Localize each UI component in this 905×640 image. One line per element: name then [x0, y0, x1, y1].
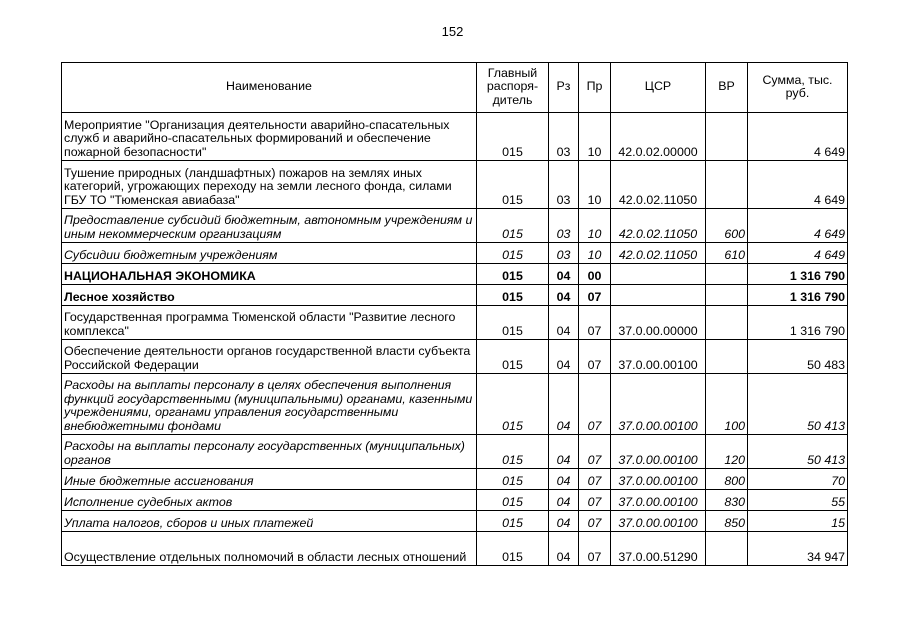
cell-target-article: 37.0.00.00100: [611, 490, 706, 511]
header-section: Рз: [549, 63, 579, 113]
cell-amount: 50 413: [748, 435, 848, 469]
cell-amount: 1 316 790: [748, 264, 848, 285]
cell-target-article: 37.0.00.00000: [611, 306, 706, 340]
cell-amount: 50 413: [748, 374, 848, 435]
cell-section: 04: [549, 285, 579, 306]
cell-section: 04: [549, 435, 579, 469]
cell-chief-administrator: 015: [477, 113, 549, 161]
cell-subsection: 07: [579, 306, 611, 340]
table-row: [62, 285, 848, 306]
cell-subsection: 07: [579, 532, 611, 566]
header-target-article: ЦСР: [611, 63, 706, 113]
cell-name: Иные бюджетные ассигнования: [62, 469, 477, 490]
cell-chief-administrator: 015: [477, 490, 549, 511]
cell-chief-administrator: 015: [477, 511, 549, 532]
cell-amount: 1 316 790: [748, 306, 848, 340]
cell-amount: 1 316 790: [748, 285, 848, 306]
cell-section: 03: [549, 113, 579, 161]
cell-target-article: 37.0.00.00100: [611, 469, 706, 490]
cell-subsection: 07: [579, 511, 611, 532]
cell-chief-administrator: 015: [477, 435, 549, 469]
cell-amount: 4 649: [748, 209, 848, 243]
cell-expense-type: [706, 306, 748, 340]
header-chief-administrator: Главный распоря-дитель: [477, 63, 549, 113]
cell-amount: 55: [748, 490, 848, 511]
cell-subsection: 07: [579, 285, 611, 306]
table-row: [62, 306, 848, 340]
cell-amount: 4 649: [748, 243, 848, 264]
cell-chief-administrator: 015: [477, 532, 549, 566]
cell-chief-administrator: 015: [477, 285, 549, 306]
cell-target-article: 42.0.02.11050: [611, 209, 706, 243]
table-body: [62, 113, 848, 566]
cell-name: Предоставление субсидий бюджетным, автономным учреждениям и иным некоммерческим организациям: [62, 209, 477, 243]
header-subsection: Пр: [579, 63, 611, 113]
table-row: [62, 209, 848, 243]
cell-subsection: 10: [579, 209, 611, 243]
cell-target-article: 37.0.00.00100: [611, 435, 706, 469]
cell-chief-administrator: 015: [477, 161, 549, 209]
cell-expense-type: 600: [706, 209, 748, 243]
table-row: [62, 511, 848, 532]
table-row: [62, 490, 848, 511]
cell-expense-type: [706, 264, 748, 285]
cell-chief-administrator: 015: [477, 340, 549, 374]
cell-name: Государственная программа Тюменской области "Развитие лесного комплекса": [62, 306, 477, 340]
cell-expense-type: 800: [706, 469, 748, 490]
table-row: [62, 374, 848, 435]
cell-chief-administrator: 015: [477, 264, 549, 285]
cell-name: Тушение природных (ландшафтных) пожаров на землях иных категорий, угрожающих переходу на земли лесного фонда, силами ГБУ ТО "Тюменская авиабаза": [62, 161, 477, 209]
cell-target-article: 37.0.00.00100: [611, 340, 706, 374]
cell-section: 04: [549, 532, 579, 566]
cell-section: 04: [549, 374, 579, 435]
header-amount: Сумма, тыс. руб.: [748, 63, 848, 113]
cell-subsection: 07: [579, 490, 611, 511]
cell-expense-type: 120: [706, 435, 748, 469]
cell-expense-type: 610: [706, 243, 748, 264]
cell-amount: 15: [748, 511, 848, 532]
cell-subsection: 10: [579, 243, 611, 264]
cell-expense-type: [706, 113, 748, 161]
cell-expense-type: [706, 532, 748, 566]
cell-subsection: 07: [579, 469, 611, 490]
header-name: Наименование: [62, 63, 477, 113]
cell-target-article: 37.0.00.51290: [611, 532, 706, 566]
cell-name: Расходы на выплаты персоналу государственных (муниципальных) органов: [62, 435, 477, 469]
cell-section: 04: [549, 306, 579, 340]
table-row: [62, 469, 848, 490]
cell-subsection: 07: [579, 435, 611, 469]
cell-target-article: 37.0.00.00100: [611, 511, 706, 532]
table-row: [62, 264, 848, 285]
header-expense-type: ВР: [706, 63, 748, 113]
cell-name: Расходы на выплаты персоналу в целях обеспечения выполнения функций государственными (муниципальными) органами, казенными учреждениями, органами управления государственными внебюджетными фондами: [62, 374, 477, 435]
cell-expense-type: [706, 285, 748, 306]
cell-name: Обеспечение деятельности органов государственной власти субъекта Российской Федерации: [62, 340, 477, 374]
cell-name: Исполнение судебных актов: [62, 490, 477, 511]
cell-target-article: 37.0.00.00100: [611, 374, 706, 435]
cell-expense-type: 100: [706, 374, 748, 435]
cell-chief-administrator: 015: [477, 243, 549, 264]
cell-target-article: [611, 264, 706, 285]
cell-section: 04: [549, 490, 579, 511]
cell-target-article: [611, 285, 706, 306]
cell-chief-administrator: 015: [477, 469, 549, 490]
budget-table: [61, 62, 848, 566]
table-row: [62, 435, 848, 469]
cell-section: 03: [549, 209, 579, 243]
cell-name: НАЦИОНАЛЬНАЯ ЭКОНОМИКА: [62, 264, 477, 285]
cell-expense-type: 830: [706, 490, 748, 511]
table-row: [62, 161, 848, 209]
cell-name: Уплата налогов, сборов и иных платежей: [62, 511, 477, 532]
table-row: [62, 113, 848, 161]
cell-name: Мероприятие "Организация деятельности аварийно-спасательных служб и аварийно-спасательных формирований и обеспечение пожарной безопасности": [62, 113, 477, 161]
cell-subsection: 10: [579, 113, 611, 161]
cell-expense-type: [706, 340, 748, 374]
cell-subsection: 07: [579, 374, 611, 435]
cell-amount: 34 947: [748, 532, 848, 566]
cell-target-article: 42.0.02.00000: [611, 113, 706, 161]
cell-section: 03: [549, 161, 579, 209]
cell-name: Субсидии бюджетным учреждениям: [62, 243, 477, 264]
cell-subsection: 07: [579, 340, 611, 374]
cell-expense-type: 850: [706, 511, 748, 532]
cell-subsection: 10: [579, 161, 611, 209]
cell-chief-administrator: 015: [477, 374, 549, 435]
cell-target-article: 42.0.02.11050: [611, 243, 706, 264]
cell-name: Лесное хозяйство: [62, 285, 477, 306]
cell-subsection: 00: [579, 264, 611, 285]
cell-section: 03: [549, 243, 579, 264]
cell-name: Осуществление отдельных полномочий в области лесных отношений: [62, 532, 477, 566]
cell-amount: 50 483: [748, 340, 848, 374]
cell-section: 04: [549, 264, 579, 285]
cell-expense-type: [706, 161, 748, 209]
cell-target-article: 42.0.02.11050: [611, 161, 706, 209]
table-row: [62, 340, 848, 374]
cell-section: 04: [549, 340, 579, 374]
cell-chief-administrator: 015: [477, 209, 549, 243]
table-header-row: [62, 63, 848, 113]
cell-section: 04: [549, 511, 579, 532]
cell-amount: 4 649: [748, 113, 848, 161]
cell-amount: 70: [748, 469, 848, 490]
table-row: [62, 243, 848, 264]
cell-section: 04: [549, 469, 579, 490]
cell-chief-administrator: 015: [477, 306, 549, 340]
page-number: 152: [441, 24, 464, 39]
cell-amount: 4 649: [748, 161, 848, 209]
table-row: [62, 532, 848, 566]
